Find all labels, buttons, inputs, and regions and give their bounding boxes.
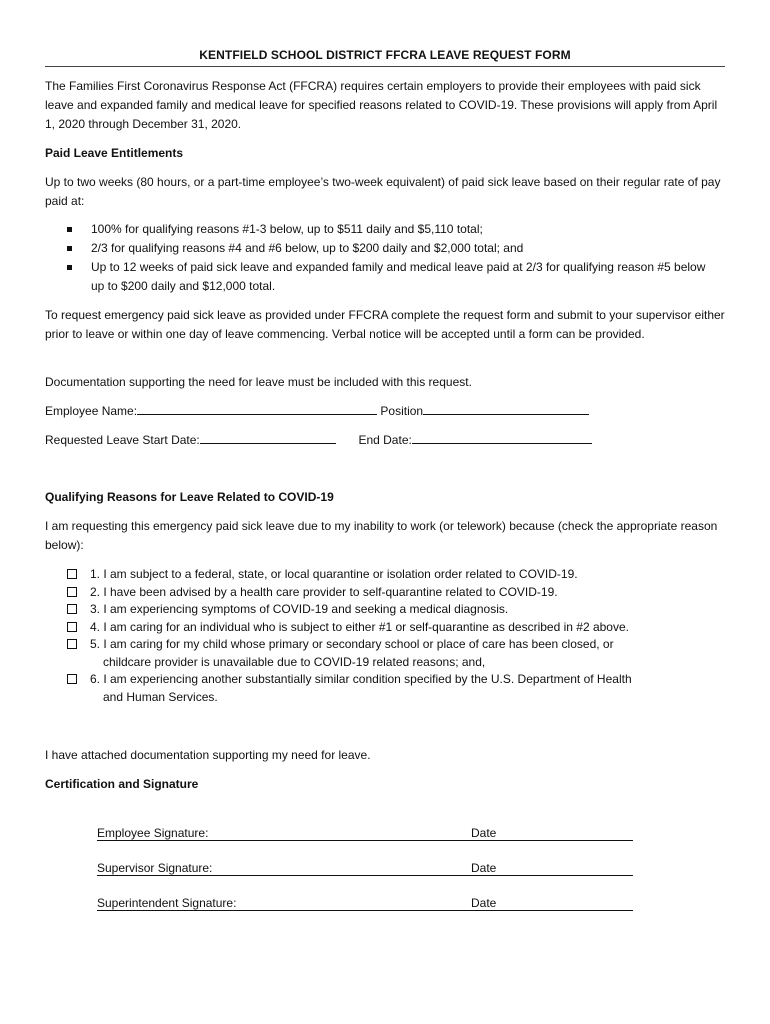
employee-row (45, 402, 725, 421)
entitlements-text: Up to two weeks (80 hours, or a part-time employee’s two-week equivalent) of paid sick leave based on their regular rate of pay paid at: (45, 175, 721, 208)
certification-heading: Certification and Signature (45, 777, 199, 791)
employee-date-label: Date (471, 826, 497, 840)
form-title: KENTFIELD SCHOOL DISTRICT FFCRA LEAVE REQUEST FORM (45, 46, 725, 67)
dates-row (45, 431, 725, 450)
reasons-heading: Qualifying Reasons for Leave Related to COVID-19 (45, 490, 334, 504)
reason-item-1: 1. I am subject to a federal, state, or local quarantine or isolation order related to COVID-19. (67, 566, 707, 584)
entitlements-list (67, 220, 707, 296)
end-date-field[interactable] (412, 431, 592, 444)
list-item: 100% for qualifying reasons #1-3 below, up to $511 daily and $5,110 total; (67, 220, 707, 239)
reasons-intro: I am requesting this emergency paid sick leave due to my inability to work (or telework) because (check the appropriate reason below): (45, 519, 718, 552)
end-date-label: End Date: (358, 433, 412, 447)
reason-item-3: 3. I am experiencing symptoms of COVID-19 and seeking a medical diagnosis. (67, 601, 707, 619)
supervisor-signature-line[interactable] (97, 857, 633, 876)
employee-name-field[interactable] (137, 402, 377, 415)
position-label: Position (380, 404, 424, 418)
employee-name-label: Employee Name: (45, 404, 138, 418)
start-date-label: Requested Leave Start Date: (45, 433, 200, 447)
checkbox[interactable] (67, 674, 77, 684)
superintendent-signature-label: Superintendent Signature: (97, 896, 237, 910)
bullet-icon (67, 227, 72, 232)
reason-item-2: 2. I have been advised by a health care provider to self-quarantine related to COVID-19. (67, 584, 707, 602)
bullet-icon (67, 265, 72, 270)
bullet-icon (67, 246, 72, 251)
intro-paragraph: The Families First Coronavirus Response Act (FFCRA) requires certain employers to provide their employees with paid sick leave and expanded family and medical leave for specified reasons related to COVID-19. These provisions will apply from April 1, 2020 through December 31, 2020. (45, 79, 718, 131)
start-date-field[interactable] (200, 431, 336, 444)
reason-item-4: 4. I am caring for an individual who is subject to either #1 or self-quarantine as described in #2 above. (67, 619, 707, 637)
superintendent-date-label: Date (471, 896, 497, 910)
supervisor-signature-label: Supervisor Signature: (97, 861, 213, 875)
employee-signature-label: Employee Signature: (97, 826, 209, 840)
request-paragraph: To request emergency paid sick leave as provided under FFCRA complete the request form and submit to your supervisor either prior to leave or within one day of leave commencing. Verbal notice will be accepted until a form can be provided. (45, 308, 725, 341)
reason-item-5: 5. I am caring for my child whose primary or secondary school or place of care has been closed, or childcare provider is unavailable due to COVID-19 related reasons; and, (67, 636, 707, 671)
superintendent-signature-line[interactable] (97, 892, 633, 911)
reasons-list (67, 566, 707, 706)
employee-signature-line[interactable] (97, 822, 633, 841)
attached-statement: I have attached documentation supporting my need for leave. (45, 748, 371, 762)
checkbox[interactable] (67, 587, 77, 597)
reason-item-6: 6. I am experiencing another substantially similar condition specified by the U.S. Department of Health and Human Services. (67, 671, 707, 706)
checkbox[interactable] (67, 569, 77, 579)
list-item: Up to 12 weeks of paid sick leave and expanded family and medical leave paid at 2/3 for qualifying reason #5 below up to $200 daily and $12,000 total. (67, 258, 707, 296)
documentation-paragraph: Documentation supporting the need for leave must be included with this request. (45, 375, 472, 389)
checkbox[interactable] (67, 604, 77, 614)
position-field[interactable] (423, 402, 589, 415)
entitlements-heading: Paid Leave Entitlements (45, 146, 184, 160)
checkbox[interactable] (67, 622, 77, 632)
list-item: 2/3 for qualifying reasons #4 and #6 below, up to $200 daily and $2,000 total; and (67, 239, 707, 258)
supervisor-date-label: Date (471, 861, 497, 875)
checkbox[interactable] (67, 639, 77, 649)
